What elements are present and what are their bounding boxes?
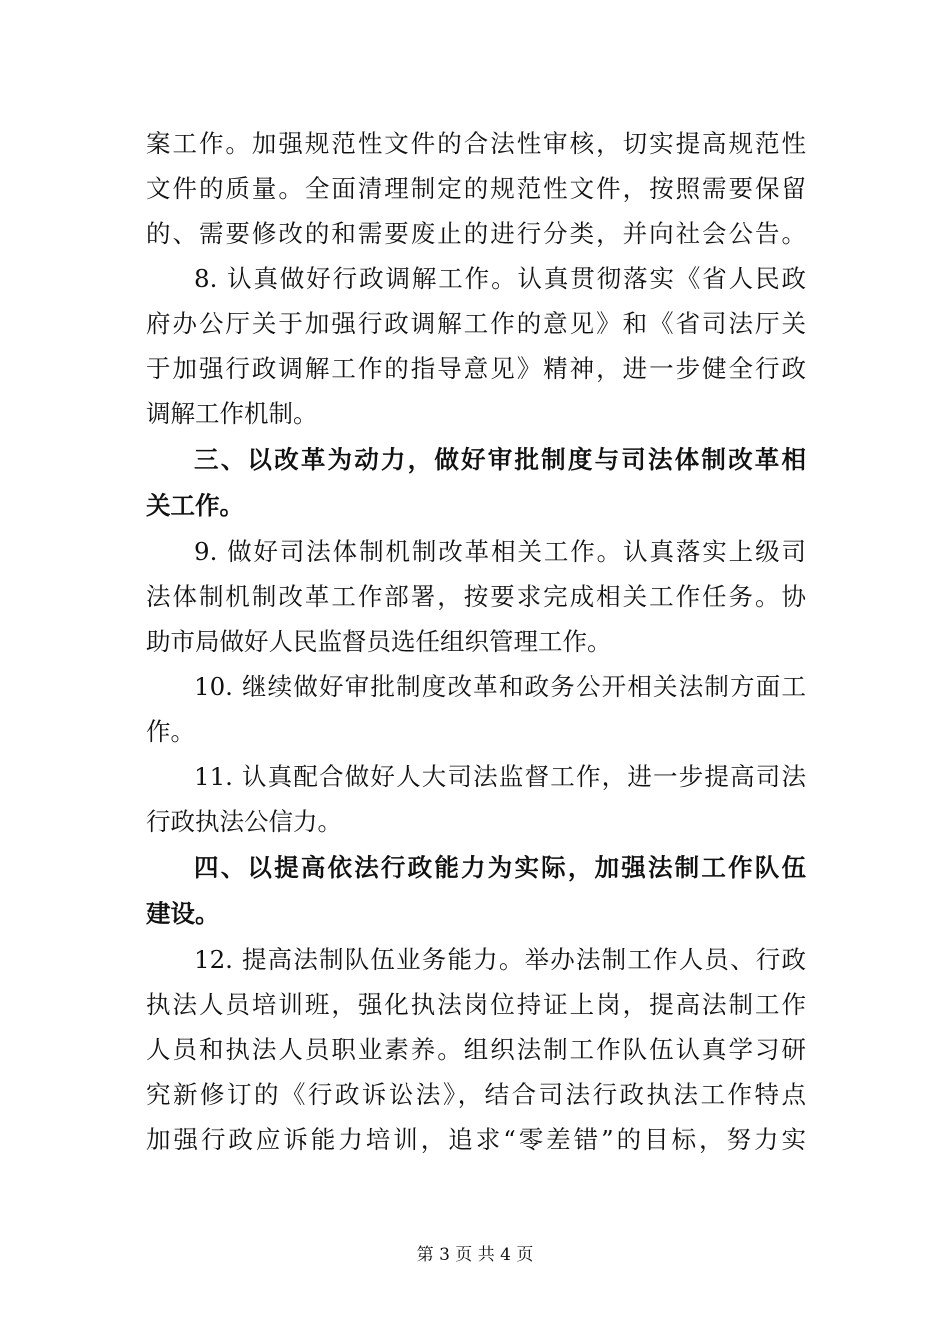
section-heading-line: 关工作。 <box>146 491 244 520</box>
body-text-line: 执法人员培训班，强化执法岗位持证上岗，提高法制工作 <box>146 990 806 1019</box>
section-heading-line: 建设。 <box>146 899 220 928</box>
body-text-line: 加强行政应诉能力培训，追求“零差错”的目标，努力实 <box>146 1125 806 1154</box>
body-text-line: 法体制机制改革工作部署，按要求完成相关工作任务。协 <box>146 582 806 611</box>
body-text-line: 案工作。加强规范性文件的合法性审核，切实提高规范性 <box>146 129 806 158</box>
body-text-line: 调解工作机制。 <box>146 399 318 428</box>
body-text-line: 11. 认真配合做好人大司法监督工作，进一步提高司法 <box>194 762 806 791</box>
body-text-line: 于加强行政调解工作的指导意见》精神，进一步健全行政 <box>146 354 806 383</box>
body-text-line: 12. 提高法制队伍业务能力。举办法制工作人员、行政 <box>194 945 806 974</box>
body-text-line: 10. 继续做好审批制度改革和政务公开相关法制方面工 <box>194 672 806 701</box>
section-heading-line: 三、以改革为动力，做好审批制度与司法体制改革相 <box>194 445 806 474</box>
section-heading-line: 四、以提高依法行政能力为实际，加强法制工作队伍 <box>194 853 806 882</box>
body-text-line: 行政执法公信力。 <box>146 807 342 836</box>
body-text-line: 文件的质量。全面清理制定的规范性文件，按照需要保留 <box>146 174 806 203</box>
body-text-line: 的、需要修改的和需要废止的进行分类，并向社会公告。 <box>146 219 806 248</box>
body-text-line: 8. 认真做好行政调解工作。认真贯彻落实《省人民政 <box>194 264 806 293</box>
page-number-footer: 第 3 页 共 4 页 <box>416 1245 534 1265</box>
body-text-line: 究新修订的《行政诉讼法》，结合司法行政执法工作特点 <box>146 1080 806 1109</box>
body-text-line: 作。 <box>146 717 195 746</box>
body-text-line: 助市局做好人民监督员选任组织管理工作。 <box>146 627 612 656</box>
body-text-line: 9. 做好司法体制机制改革相关工作。认真落实上级司 <box>194 537 806 566</box>
body-text-line: 人员和执法人员职业素养。组织法制工作队伍认真学习研 <box>146 1035 806 1064</box>
body-text-line: 府办公厅关于加强行政调解工作的意见》和《省司法厅关 <box>146 309 806 338</box>
